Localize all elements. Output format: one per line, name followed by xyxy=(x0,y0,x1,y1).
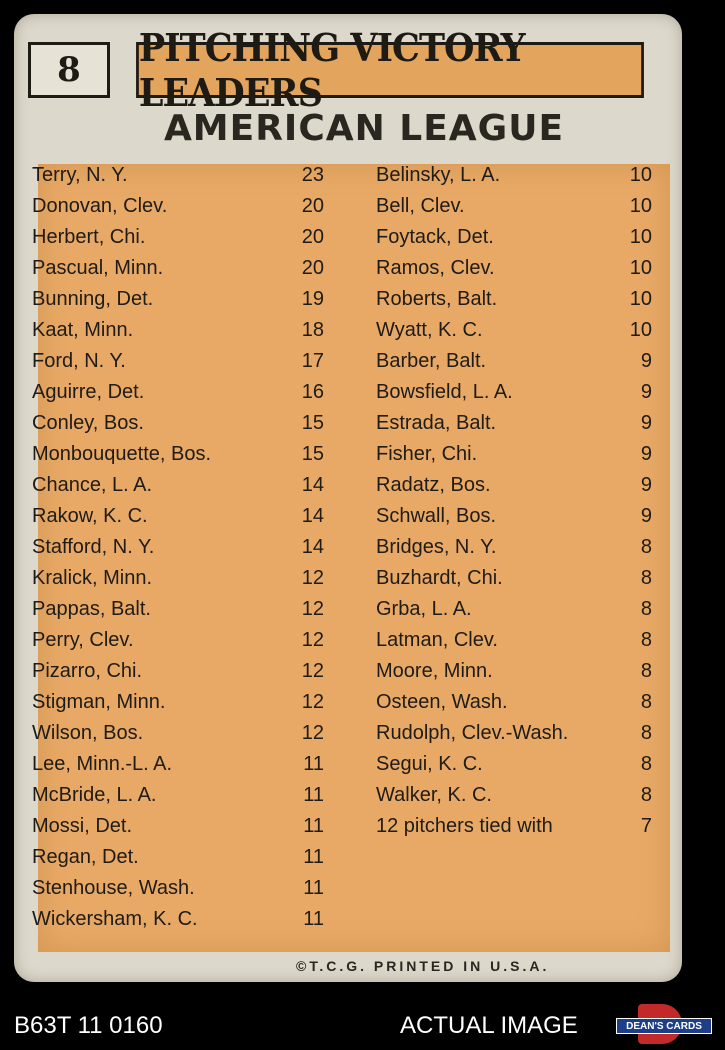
leader-row xyxy=(32,904,332,935)
leader-row xyxy=(32,253,332,284)
pitcher-name: Pizarro, Chi. xyxy=(32,660,143,682)
leader-row xyxy=(32,532,332,563)
pitcher-wins: 9 xyxy=(640,381,652,403)
pitcher-wins: 8 xyxy=(640,536,652,558)
pitcher-name: Fisher, Chi. xyxy=(376,443,478,465)
pitcher-wins: 9 xyxy=(640,443,652,465)
pitcher-wins: 8 xyxy=(640,598,652,620)
leader-row xyxy=(376,284,652,315)
pitcher-name: Wyatt, K. C. xyxy=(376,319,483,341)
pitcher-wins: 12 xyxy=(301,691,324,713)
leader-row xyxy=(32,718,332,749)
pitcher-wins: 15 xyxy=(301,443,324,465)
pitcher-name: Chance, L. A. xyxy=(32,474,153,496)
pitcher-name: Kaat, Minn. xyxy=(32,319,134,341)
pitcher-wins: 8 xyxy=(640,784,652,806)
deans-cards-logo-icon xyxy=(616,1004,712,1046)
pitcher-name: Stigman, Minn. xyxy=(32,691,166,713)
pitcher-name: Bowsfield, L. A. xyxy=(376,381,513,403)
pitcher-name: Rakow, K. C. xyxy=(32,505,148,527)
pitcher-name: Conley, Bos. xyxy=(32,412,144,434)
pitcher-wins: 9 xyxy=(640,412,652,434)
card-number: 8 xyxy=(28,42,110,98)
leader-row xyxy=(376,439,652,470)
pitcher-wins: 11 xyxy=(303,815,324,837)
leader-row xyxy=(32,780,332,811)
pitcher-name: Bridges, N. Y. xyxy=(376,536,497,558)
pitcher-name: Wickersham, K. C. xyxy=(32,908,198,930)
pitcher-name: Buzhardt, Chi. xyxy=(376,567,503,589)
pitcher-wins: 11 xyxy=(303,846,324,868)
actual-image-label: ACTUAL IMAGE xyxy=(400,1012,578,1039)
pitcher-wins: 17 xyxy=(301,350,324,372)
pitcher-name: Perry, Clev. xyxy=(32,629,134,651)
leader-row xyxy=(32,160,332,191)
leader-row xyxy=(32,470,332,501)
pitcher-wins: 18 xyxy=(301,319,324,341)
pitcher-wins: 7 xyxy=(640,815,652,837)
pitcher-name: Kralick, Minn. xyxy=(32,567,153,589)
pitcher-name: Foytack, Det. xyxy=(376,226,494,248)
pitcher-wins: 8 xyxy=(640,660,652,682)
pitcher-name: Donovan, Clev. xyxy=(32,195,168,217)
pitcher-wins: 14 xyxy=(301,474,324,496)
pitcher-wins: 11 xyxy=(303,784,324,806)
pitcher-wins: 20 xyxy=(301,257,324,279)
leader-row xyxy=(32,439,332,470)
pitcher-name: Pappas, Balt. xyxy=(32,598,151,620)
pitcher-wins: 10 xyxy=(629,195,652,217)
pitcher-wins: 12 xyxy=(301,598,324,620)
pitcher-name: Stenhouse, Wash. xyxy=(32,877,195,899)
league-subtitle: AMERICAN LEAGUE xyxy=(163,108,565,149)
pitcher-name: Walker, K. C. xyxy=(376,784,492,806)
pitcher-name: Wilson, Bos. xyxy=(32,722,144,744)
leader-row xyxy=(376,749,652,780)
pitcher-name: Regan, Det. xyxy=(32,846,139,868)
pitcher-name: Pascual, Minn. xyxy=(32,257,164,279)
inventory-id: B63T 11 0160 xyxy=(14,1012,163,1039)
pitcher-name: Bunning, Det. xyxy=(32,288,154,310)
pitcher-name: Bell, Clev. xyxy=(376,195,465,217)
pitcher-name: Roberts, Balt. xyxy=(376,288,498,310)
pitcher-wins: 9 xyxy=(640,505,652,527)
pitcher-name: Aguirre, Det. xyxy=(32,381,145,403)
leader-row xyxy=(376,160,652,191)
pitcher-name: Ramos, Clev. xyxy=(376,257,495,279)
pitcher-wins: 12 xyxy=(301,567,324,589)
pitcher-name: Stafford, N. Y. xyxy=(32,536,155,558)
pitcher-name: Lee, Minn.-L. A. xyxy=(32,753,173,775)
leader-row xyxy=(32,873,332,904)
leader-row xyxy=(32,501,332,532)
pitcher-wins: 20 xyxy=(301,226,324,248)
leader-row xyxy=(376,563,652,594)
pitcher-name: Latman, Clev. xyxy=(376,629,498,651)
pitcher-wins: 12 xyxy=(301,629,324,651)
copyright-footer: ©T.C.G. PRINTED IN U.S.A. xyxy=(296,958,550,974)
pitcher-name: Schwall, Bos. xyxy=(376,505,497,527)
leader-row xyxy=(376,625,652,656)
pitcher-wins: 10 xyxy=(629,319,652,341)
pitcher-wins: 10 xyxy=(629,288,652,310)
leader-row xyxy=(32,656,332,687)
leader-row xyxy=(32,191,332,222)
leader-row xyxy=(32,408,332,439)
bottom-bar xyxy=(0,1000,725,1050)
leader-row xyxy=(32,222,332,253)
leader-row xyxy=(32,563,332,594)
leader-row xyxy=(32,749,332,780)
leader-row xyxy=(376,594,652,625)
pitcher-name: Radatz, Bos. xyxy=(376,474,491,496)
leader-row xyxy=(376,222,652,253)
leader-row xyxy=(376,346,652,377)
pitcher-wins: 19 xyxy=(301,288,324,310)
pitcher-wins: 8 xyxy=(640,722,652,744)
pitcher-name: 12 pitchers tied with xyxy=(376,815,553,837)
leader-row xyxy=(376,470,652,501)
pitcher-wins: 10 xyxy=(629,257,652,279)
leader-row xyxy=(376,780,652,811)
pitcher-wins: 8 xyxy=(640,567,652,589)
pitcher-name: Moore, Minn. xyxy=(376,660,493,682)
leader-row xyxy=(376,656,652,687)
pitcher-name: McBride, L. A. xyxy=(32,784,157,806)
pitcher-wins: 10 xyxy=(629,226,652,248)
pitcher-name: Grba, L. A. xyxy=(376,598,472,620)
pitcher-wins: 11 xyxy=(303,908,324,930)
pitcher-name: Rudolph, Clev.-Wash. xyxy=(376,722,569,744)
leader-row xyxy=(376,191,652,222)
pitcher-name: Terry, N. Y. xyxy=(32,164,128,186)
pitcher-name: Mossi, Det. xyxy=(32,815,133,837)
pitcher-name: Belinsky, L. A. xyxy=(376,164,501,186)
pitcher-wins: 14 xyxy=(301,536,324,558)
leader-row xyxy=(32,687,332,718)
pitcher-wins: 14 xyxy=(301,505,324,527)
pitcher-wins: 9 xyxy=(640,350,652,372)
leader-row xyxy=(32,346,332,377)
leader-row xyxy=(376,315,652,346)
leader-row xyxy=(376,687,652,718)
card-title: PITCHING VICTORY LEADERS xyxy=(136,42,644,98)
leader-row xyxy=(32,284,332,315)
logo-text: DEAN'S CARDS xyxy=(616,1018,712,1034)
pitcher-wins: 11 xyxy=(303,877,324,899)
pitcher-name: Barber, Balt. xyxy=(376,350,487,372)
pitcher-wins: 12 xyxy=(301,660,324,682)
pitcher-wins: 12 xyxy=(301,722,324,744)
leader-row xyxy=(32,377,332,408)
pitcher-wins: 16 xyxy=(301,381,324,403)
pitcher-wins: 8 xyxy=(640,691,652,713)
leader-row xyxy=(376,532,652,563)
pitcher-name: Monbouquette, Bos. xyxy=(32,443,212,465)
leader-row xyxy=(32,594,332,625)
leader-row xyxy=(376,811,652,842)
leader-row xyxy=(376,408,652,439)
right-leaders-column xyxy=(376,160,652,842)
pitcher-wins: 23 xyxy=(301,164,324,186)
leader-row xyxy=(376,253,652,284)
leader-row xyxy=(376,718,652,749)
leader-row xyxy=(376,501,652,532)
pitcher-wins: 9 xyxy=(640,474,652,496)
pitcher-wins: 15 xyxy=(301,412,324,434)
leader-row xyxy=(32,842,332,873)
pitcher-name: Ford, N. Y. xyxy=(32,350,126,372)
pitcher-name: Osteen, Wash. xyxy=(376,691,508,713)
pitcher-name: Segui, K. C. xyxy=(376,753,483,775)
pitcher-wins: 20 xyxy=(301,195,324,217)
pitcher-wins: 10 xyxy=(629,164,652,186)
pitcher-wins: 8 xyxy=(640,629,652,651)
leader-row xyxy=(32,625,332,656)
left-leaders-column xyxy=(32,160,332,935)
leader-row xyxy=(32,315,332,346)
pitcher-name: Estrada, Balt. xyxy=(376,412,497,434)
pitcher-wins: 11 xyxy=(303,753,324,775)
pitcher-wins: 8 xyxy=(640,753,652,775)
leader-row xyxy=(32,811,332,842)
leader-row xyxy=(376,377,652,408)
pitcher-name: Herbert, Chi. xyxy=(32,226,146,248)
